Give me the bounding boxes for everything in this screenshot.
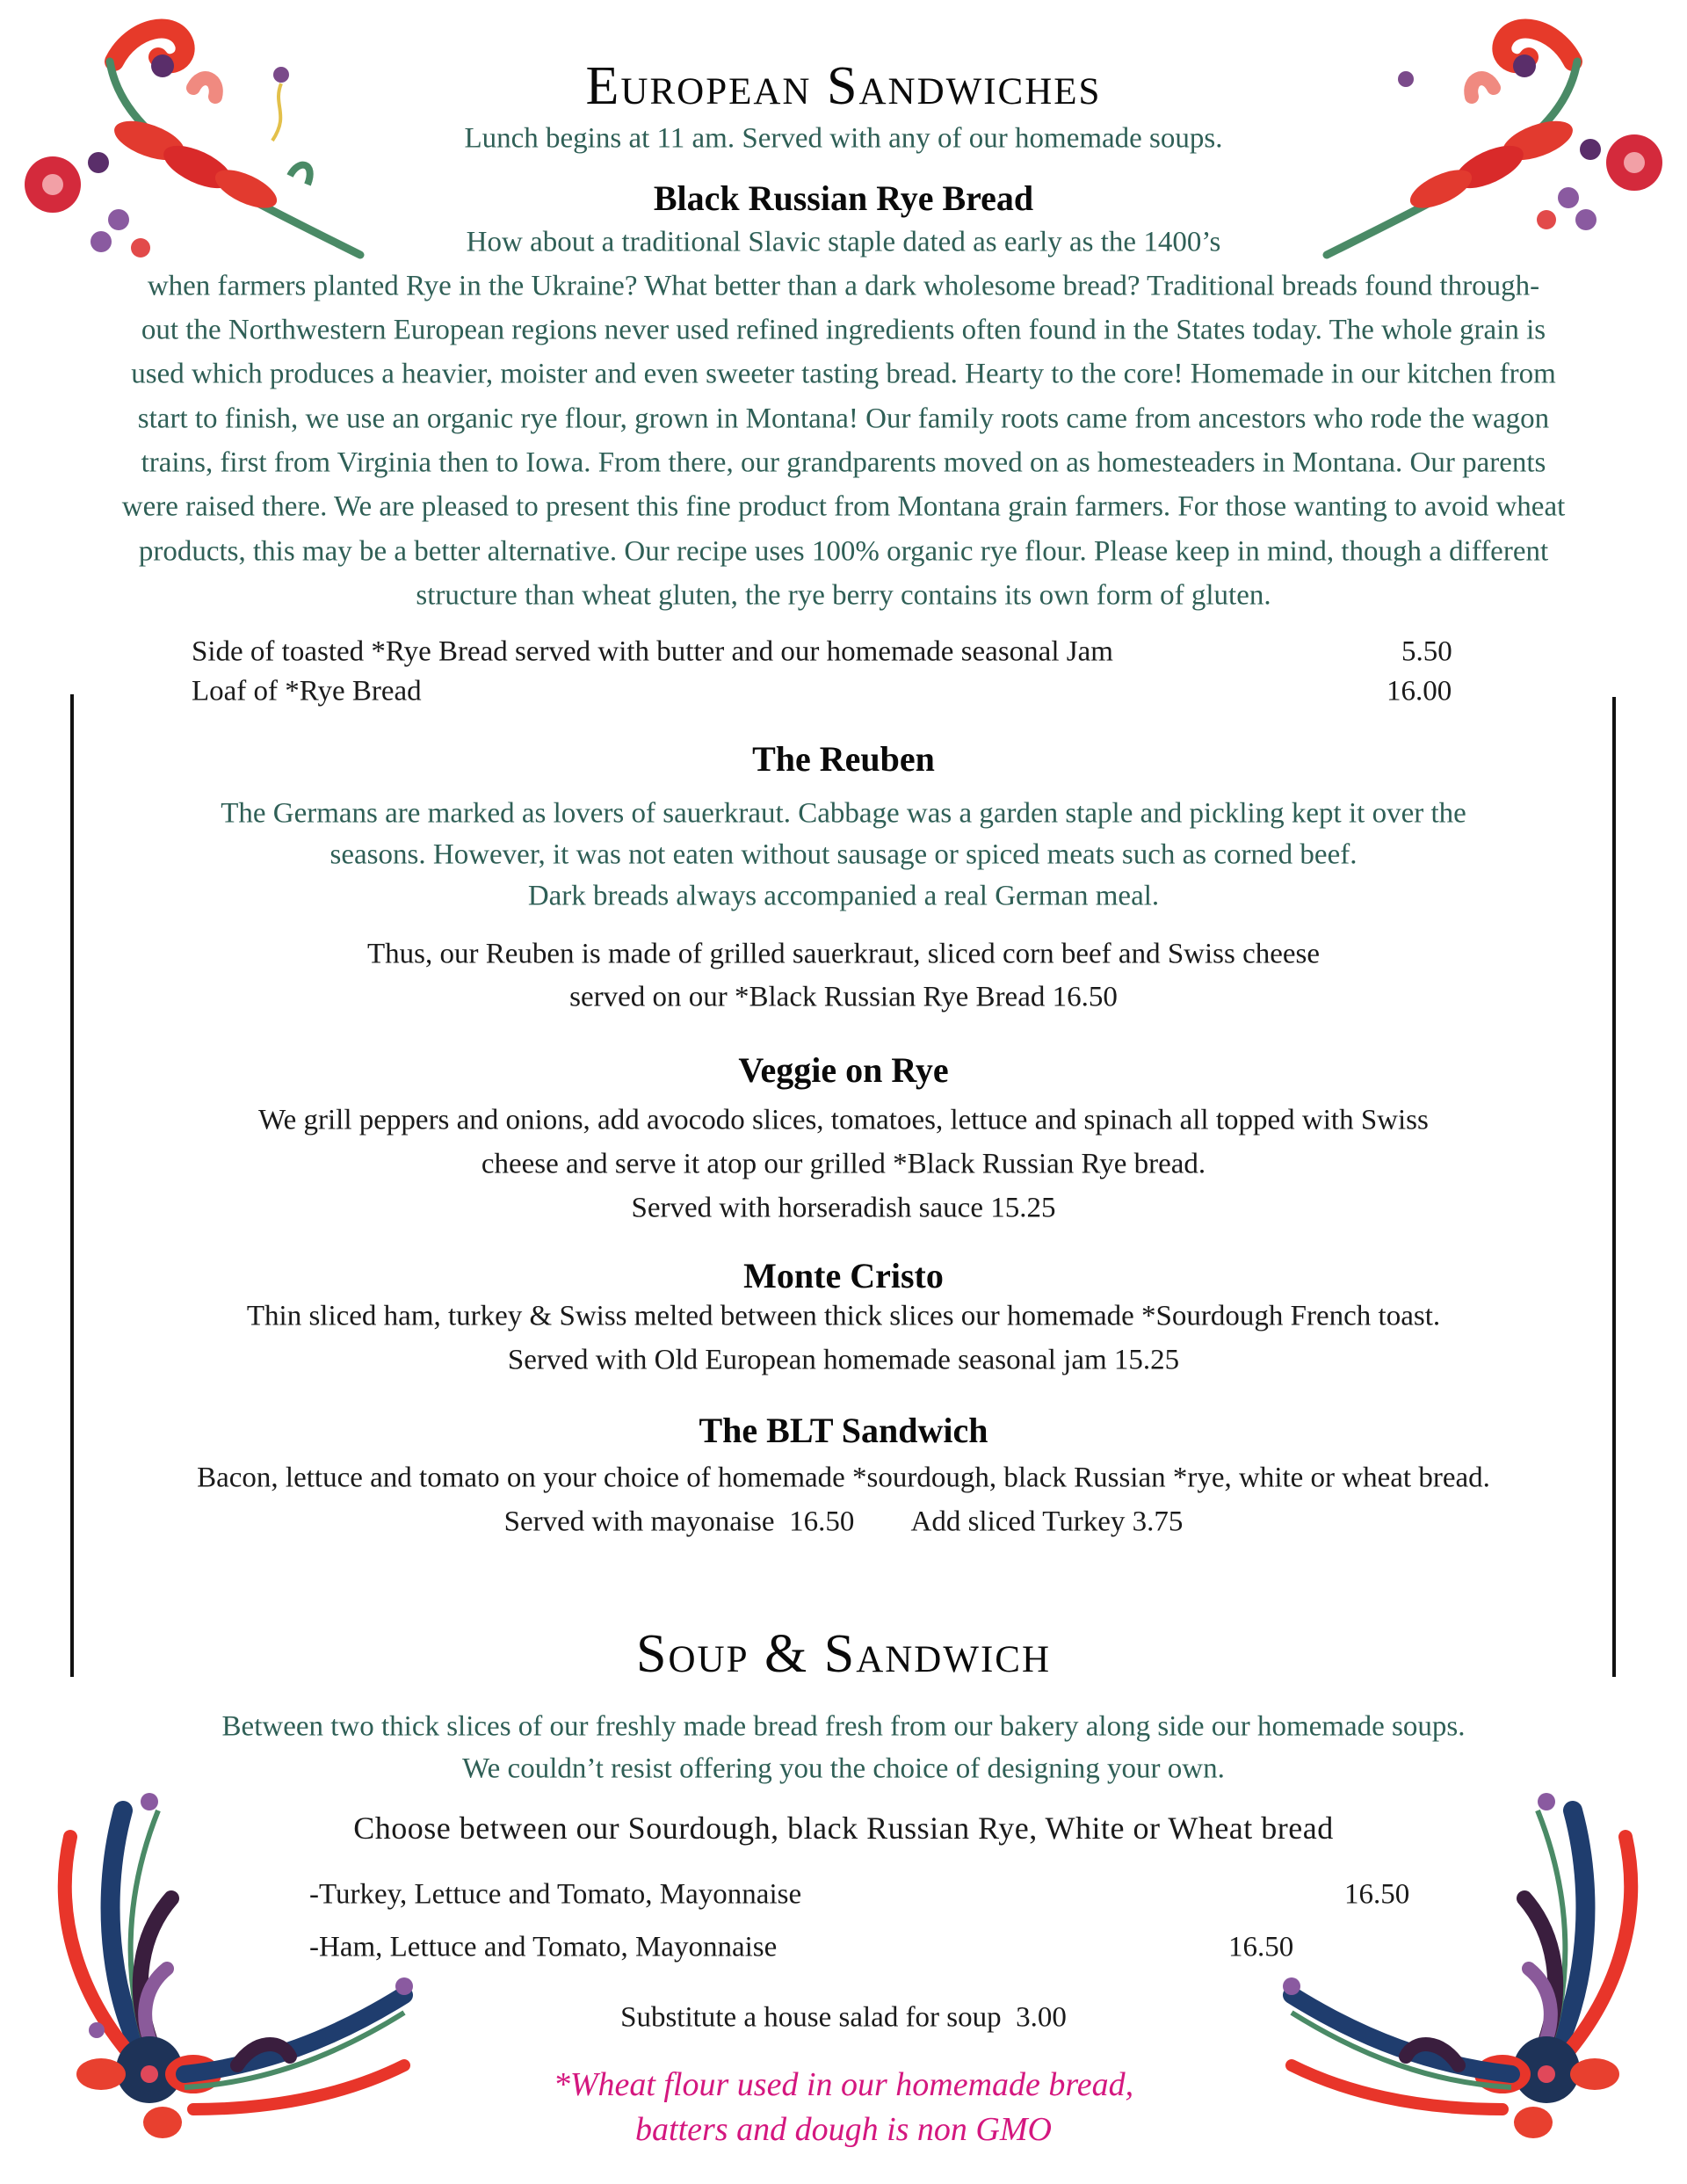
menu-item-name: Side of toasted *Rye Bread served with butter and our homemade seasonal Jam [192, 635, 1113, 668]
menu-item-price: 16.00 [1387, 675, 1452, 707]
reuben-description-line: served on our *Black Russian Rye Bread 16.50 [569, 981, 1118, 1013]
bread-choice-line: Choose between our Sourdough, black Russian Rye, White or Wheat bread [353, 1810, 1334, 1846]
rye-desc-line: start to finish, we use an organic rye flour, grown in Montana! Our family roots came from ancestors who rode the wagon [137, 403, 1550, 435]
rye-desc-line: trains, first from Virginia then to Iowa. From there, our grandparents moved on as homesteaders in Montana. Our parents [141, 446, 1546, 479]
rye-desc-line: used which produces a heavier, moister and even sweeter tasting bread. Hearty to the core! Homemade in our kitchen from [131, 358, 1556, 390]
menu-item-name: -Turkey, Lettuce and Tomato, Mayonnaise [309, 1878, 802, 1911]
blt-heading: The BLT Sandwich [699, 1411, 988, 1450]
reuben-description-line: Thus, our Reuben is made of grilled sauerkraut, sliced corn beef and Swiss cheese [366, 938, 1321, 970]
lunch-subtitle: Lunch begins at 11 am. Served with any of our homemade soups. [464, 122, 1223, 155]
reuben-story-line: Dark breads always accompanied a real German meal. [527, 880, 1160, 912]
rye-desc-line: when farmers planted Rye in the Ukraine? What better than a dark wholesome bread? Traditional breads found through- [147, 270, 1540, 302]
menu-item-name: -Ham, Lettuce and Tomato, Mayonnaise [309, 1931, 778, 1963]
menu-item-price: 16.50 [1344, 1878, 1410, 1911]
veggie-description-line: Served with horseradish sauce 15.25 [631, 1192, 1056, 1224]
reuben-story-line: seasons. However, it was not eaten without sausage or spiced meats such as corned beef. [329, 838, 1358, 871]
menu-item-name: Loaf of *Rye Bread [192, 675, 422, 707]
rye-desc-line: How about a traditional Slavic staple dated as early as the 1400’s [466, 226, 1221, 258]
rye-desc-line: structure than wheat gluten, the rye berry contains its own form of gluten. [416, 579, 1271, 612]
blt-description-line: Served with mayonaise 16.50 Add sliced Turkey 3.75 [503, 1506, 1184, 1538]
rye-bread-heading: Black Russian Rye Bread [653, 178, 1034, 218]
page-title: European Sandwiches [585, 56, 1102, 116]
reuben-heading: The Reuben [752, 739, 935, 779]
veggie-description-line: We grill peppers and onions, add avocodo slices, tomatoes, lettuce and spinach all topped with Swiss [258, 1104, 1429, 1136]
rye-desc-line: products, this may be a better alternative. Our recipe uses 100% organic rye flour. Please keep in mind, though a different [138, 535, 1549, 568]
veggie-description-line: cheese and serve it atop our grilled *Black Russian Rye bread. [481, 1148, 1206, 1180]
rye-desc-line: out the Northwestern European regions never used refined ingredients often found in the States today. The whole grain is [141, 314, 1546, 346]
rye-desc-line: were raised there. We are pleased to present this fine product from Montana grain farmers. For those wanting to avoid wheat [121, 490, 1566, 523]
menu-item-price: 16.50 [1228, 1931, 1294, 1963]
monte-cristo-description-line: Thin sliced ham, turkey & Swiss melted between thick slices our homemade *Sourdough French toast. [246, 1300, 1441, 1332]
reuben-story-line: The Germans are marked as lovers of sauerkraut. Cabbage was a garden staple and pickling kept it over the [221, 797, 1466, 830]
menu-item-price: 5.50 [1401, 635, 1452, 668]
soup-intro-line: Between two thick slices of our freshly made bread fresh from our bakery along side our homemade soups. [221, 1710, 1466, 1743]
soup-intro-line: We couldn’t resist offering you the choice of designing your own. [462, 1752, 1225, 1785]
monte-cristo-description-line: Served with Old European homemade seasonal jam 15.25 [507, 1344, 1180, 1376]
gmo-footnote-line: batters and dough is non GMO [635, 2111, 1052, 2148]
gmo-footnote-line: *Wheat flour used in our homemade bread, [553, 2066, 1134, 2103]
blt-description-line: Bacon, lettuce and tomato on your choice of homemade *sourdough, black Russian *rye, white or wheat bread. [197, 1462, 1490, 1494]
monte-cristo-heading: Monte Cristo [743, 1256, 944, 1295]
soup-sandwich-title: Soup & Sandwich [635, 1624, 1051, 1684]
veggie-heading: Veggie on Rye [738, 1050, 949, 1090]
salad-substitute-line: Substitute a house salad for soup 3.00 [620, 2001, 1067, 2034]
